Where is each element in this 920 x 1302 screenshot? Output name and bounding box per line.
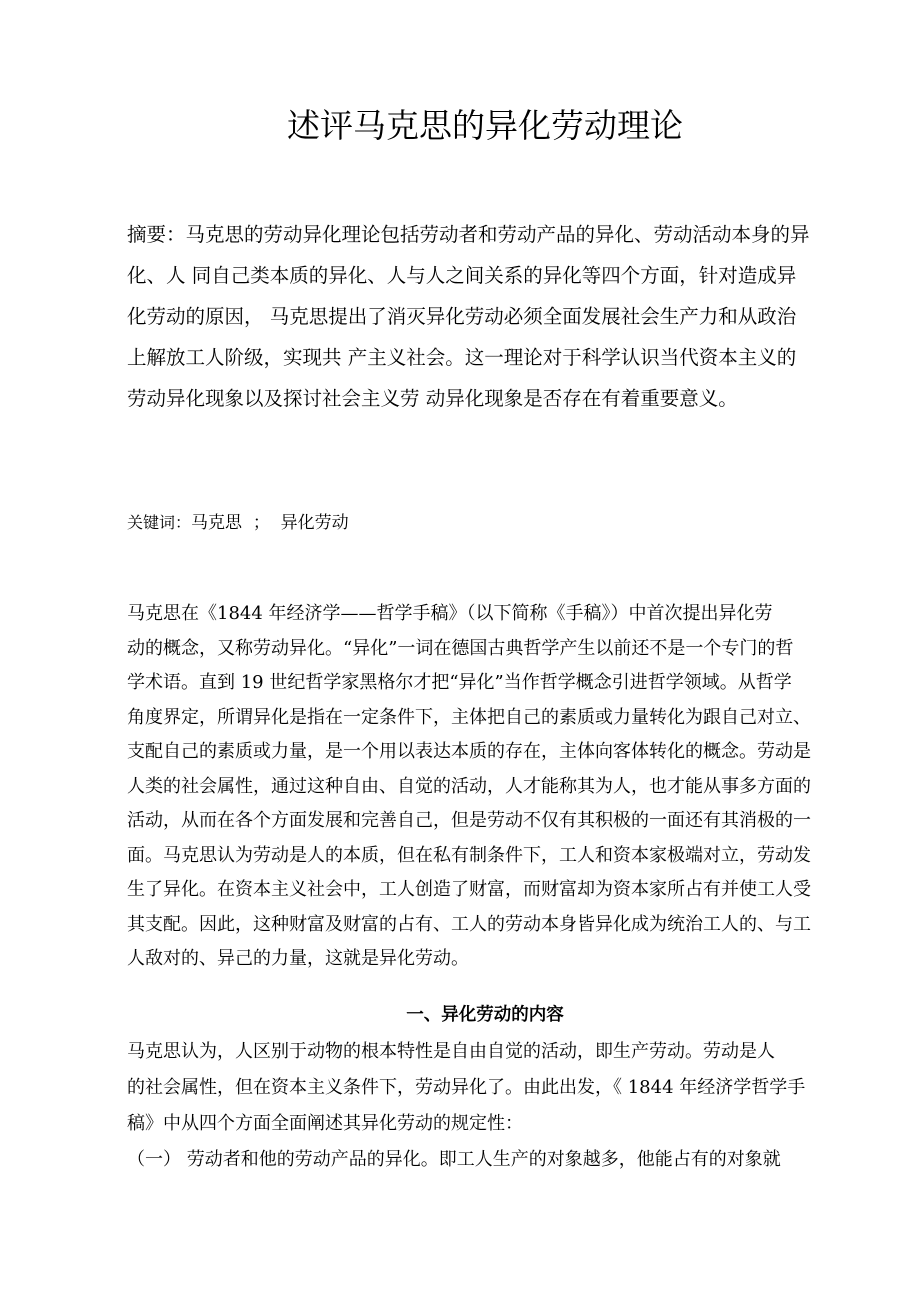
intro-line: 人敌对的、异己的力量，这就是异化劳动。 — [127, 948, 469, 969]
section-line: 稿》中从四个方面全面阐述其异化劳动的规定性： — [127, 1113, 523, 1134]
intro-line: 马克思在《1844 年经济学——哲学手稿》（以下简称《手稿》）中首次提出异化劳 — [127, 603, 773, 624]
abstract-line: 摘要：马克思的劳动异化理论包括劳动者和劳动产品的异化、劳动活动本身的异 — [127, 223, 810, 246]
abstract — [127, 214, 843, 419]
document-title: 述评马克思的异化劳动理论 — [287, 106, 683, 145]
keywords-label: 关键词： — [127, 513, 192, 532]
intro-line: 动的概念，又称劳动异化。“异化”一词在德国古典哲学产生以前还不是一个专门的哲 — [127, 637, 794, 659]
abstract-line: 劳动异化现象以及探讨社会主义劳 动异化现象是否存在有着重要意义。 — [127, 387, 738, 410]
intro-line: 活动，从而在各个方面发展和完善自己，但是劳动不仅有其积极的一面还有其消极的一 — [127, 810, 811, 831]
section-paragraph — [127, 1034, 843, 1178]
intro-line: 面。马克思认为劳动是人的本质，但在私有制条件下，工人和资本家极端对立，劳动发 — [127, 844, 811, 866]
intro-line: 支配自己的素质或力量，是一个用以表达本质的存在，主体向客体转化的概念。劳动是 — [127, 741, 811, 762]
abstract-line: 上解放工人阶级，实现共 产主义社会。这一理论对于科学认识当代资本主义的 — [127, 346, 797, 369]
intro-line: 角度界定，所谓异化是指在一定条件下，主体把自己的素质或力量转化为跟自己对立、 — [127, 706, 811, 728]
intro-line: 学术语。直到 19 世纪哲学家黑格尔才把“异化”当作哲学概念引进哲学领域。从哲学 — [127, 672, 792, 693]
section-line: （一） 劳动者和他的劳动产品的异化。即工人生产的对象越多，他能占有的对象就 — [127, 1149, 781, 1170]
section-line: 马克思认为，人区别于动物的根本特性是自由自觉的活动，即生产劳动。劳动是人 — [127, 1041, 775, 1062]
intro-line: 其支配。因此，这种财富及财富的占有、工人的劳动本身皆异化成为统治工人的、与工 — [127, 913, 811, 935]
abstract-line: 化、人 同自己类本质的异化、人与人之间关系的异化等四个方面，针对造成异 — [127, 264, 797, 287]
keywords-text: 马克思 ； 异化劳动 — [191, 513, 349, 533]
intro-line: 人类的社会属性，通过这种自由、自觉的活动，人才能称其为人，也才能从事多方面的 — [127, 775, 811, 797]
intro-paragraph — [127, 597, 843, 977]
abstract-line: 化劳动的原因， 马克思提出了消灭异化劳动必须全面发展社会生产力和从政治 — [127, 305, 797, 328]
intro-line: 生了异化。在资本主义社会中，工人创造了财富，而财富却为资本家所占有并使工人受 — [127, 879, 811, 900]
section-heading: 一、异化劳动的内容 — [406, 1005, 564, 1025]
keywords — [127, 508, 349, 538]
section-line: 的社会属性，但在资本主义条件下，劳动异化了。由此出发，《 1844 年经济学哲学手 — [127, 1077, 806, 1098]
